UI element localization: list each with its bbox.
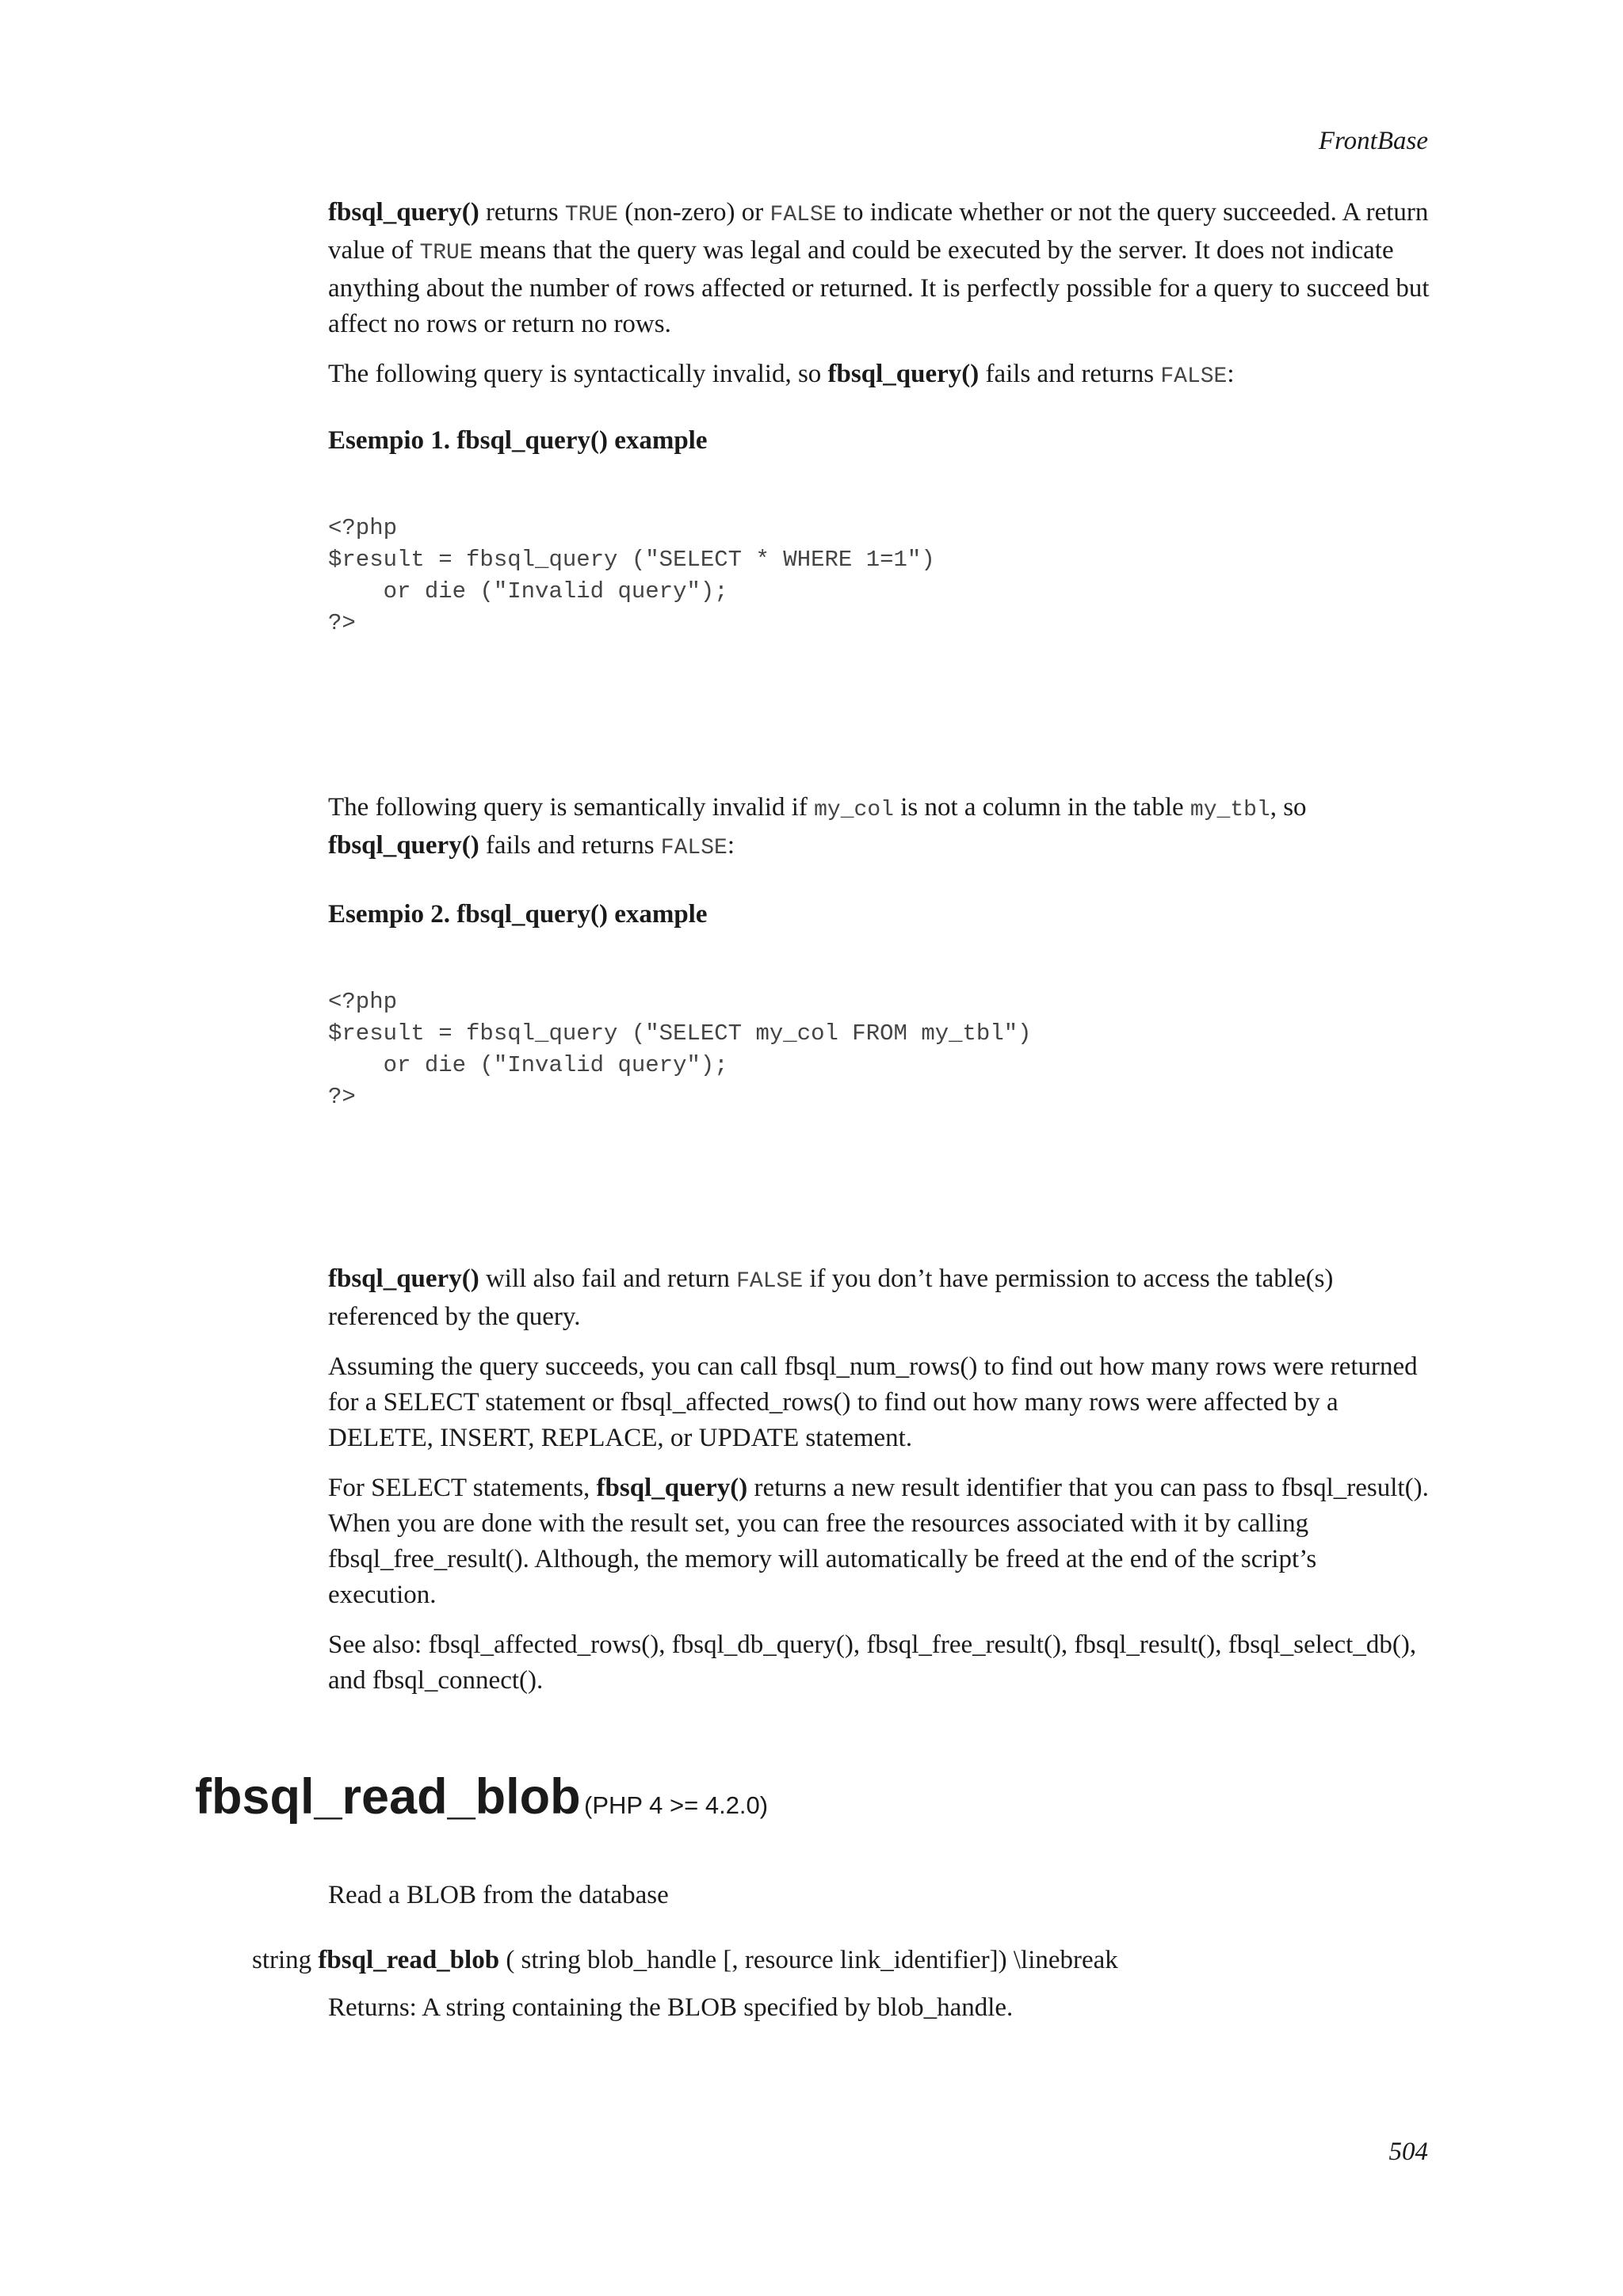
page-number: 504 bbox=[1388, 2138, 1428, 2166]
text-run: returns a new result identifier that you can pass to fbsql_result(). When you are done with the result set, you can free the resources associated with it by calling fbsql_free_result(). Although, the memory will automatically be freed at the end of the script’s execution. bbox=[328, 1474, 1429, 1609]
text-run: (non-zero) or bbox=[618, 198, 770, 227]
num-rows-paragraph: Assuming the query succeeds, you can call fbsql_num_rows() to find out how many rows were returned for a SELECT statement or fbsql_affected_rows() to find out how many rows were affected by a DELETE, INSERT, REPLACE, or UPDATE statement. bbox=[328, 1352, 1418, 1452]
text-run: means that the query was legal and could be executed by the server. It does not indicate anything about the number of rows affected or returned. It is perfectly possible for a query to succeed but affect no rows or return no rows. bbox=[328, 236, 1430, 338]
code-literal: TRUE bbox=[564, 203, 619, 227]
example-1-title: Esempio 1. fbsql_query() example bbox=[328, 426, 708, 455]
text-run: The following query is syntactically invalid, so bbox=[328, 360, 828, 388]
text-run: if you don’t have permission to access the table(s) referenced by the query. bbox=[328, 1264, 1334, 1331]
function-returns: Returns: A string containing the BLOB specified by blob_handle. bbox=[328, 1993, 1014, 2022]
text-run: is not a column in the table bbox=[893, 793, 1190, 822]
function-returns-block bbox=[328, 1990, 1430, 2026]
text-run: : bbox=[727, 831, 735, 860]
function-version: (PHP 4 >= 4.2.0) bbox=[584, 1791, 769, 1819]
example-2-code: <?php $result = fbsql_query ("SELECT my_col FROM my_tbl") or die ("Invalid query"); ?> bbox=[328, 989, 1032, 1110]
text-run: will also fail and return bbox=[479, 1264, 737, 1293]
text-run: to indicate whether or not the query succeeded. A return value of bbox=[328, 198, 1429, 265]
semantic-invalid-paragraph bbox=[328, 790, 1430, 866]
intro-section bbox=[328, 195, 1430, 395]
return-value-paragraph bbox=[328, 195, 1430, 342]
function-purpose-block bbox=[328, 1878, 1430, 1913]
text-run: fails and returns bbox=[979, 360, 1161, 388]
text-run: The following query is semantically invalid if bbox=[328, 793, 815, 822]
function-synopsis bbox=[252, 1946, 1118, 1975]
semantic-section bbox=[328, 790, 1430, 866]
code-literal: FALSE bbox=[769, 203, 837, 227]
text-run: returns bbox=[479, 198, 565, 227]
notes-section bbox=[328, 1261, 1430, 1699]
text-run: : bbox=[1227, 360, 1235, 388]
select-statements-paragraph bbox=[328, 1470, 1430, 1613]
see-also-paragraph: See also: fbsql_affected_rows(), fbsql_db_query(), fbsql_free_result(), fbsql_result(), fbsql_select_db(), and fbsql_connect(). bbox=[328, 1630, 1417, 1695]
function-reference: fbsql_query() bbox=[827, 360, 980, 388]
code-literal: FALSE bbox=[660, 836, 727, 860]
function-reference: fbsql_query() bbox=[328, 198, 479, 227]
example-2 bbox=[328, 900, 1430, 1113]
code-literal: my_col bbox=[814, 798, 894, 822]
permission-paragraph bbox=[328, 1261, 1430, 1335]
example-1-code: <?php $result = fbsql_query ("SELECT * WHERE 1=1") or die ("Invalid query"); ?> bbox=[328, 515, 935, 636]
synopsis-function-name: fbsql_read_blob bbox=[318, 1946, 500, 1974]
code-literal: FALSE bbox=[736, 1269, 804, 1294]
synopsis-return-type: string bbox=[252, 1946, 312, 1974]
running-header: FrontBase bbox=[1318, 127, 1428, 155]
text-run: For SELECT statements, bbox=[328, 1474, 597, 1502]
synopsis-arguments: ( string blob_handle [, resource link_identifier]) \linebreak bbox=[499, 1946, 1118, 1974]
code-literal: FALSE bbox=[1160, 364, 1228, 389]
function-heading bbox=[195, 1768, 768, 1825]
function-purpose: Read a BLOB from the database bbox=[328, 1881, 669, 1909]
text-run: fails and returns bbox=[479, 831, 661, 860]
function-reference: fbsql_query() bbox=[328, 1264, 479, 1293]
example-2-title: Esempio 2. fbsql_query() example bbox=[328, 900, 708, 929]
function-reference: fbsql_query() bbox=[328, 831, 479, 860]
syntax-invalid-paragraph bbox=[328, 357, 1430, 395]
text-run: , so bbox=[1270, 793, 1307, 822]
example-1 bbox=[328, 426, 1430, 639]
function-name: fbsql_read_blob bbox=[195, 1769, 581, 1825]
code-literal: TRUE bbox=[419, 241, 473, 265]
function-reference: fbsql_query() bbox=[596, 1474, 748, 1502]
code-literal: my_tbl bbox=[1190, 798, 1270, 822]
